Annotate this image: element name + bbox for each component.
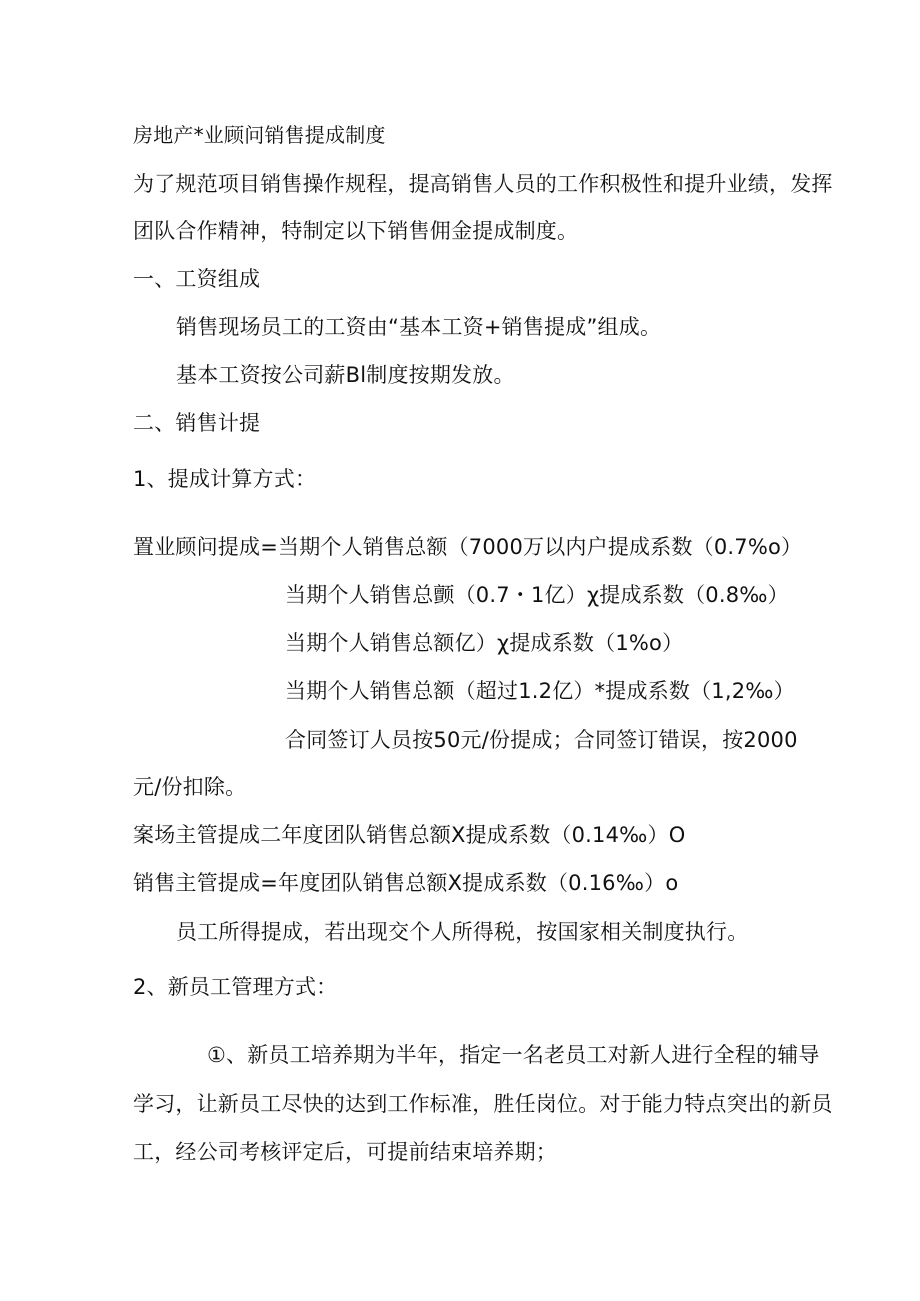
subsection-2-heading: 2、新员工管理方式： xyxy=(133,975,338,999)
commission-formula-tier-2: 当期个人销售总颤（0.7・1亿）χ提成系数（0.8‰） xyxy=(285,583,789,607)
tax-note: 员工所得提成，若出现交个人所得税，按国家相关制度执行。 xyxy=(176,920,749,944)
section-2-heading: 二、销售计提 xyxy=(133,411,261,435)
sales-manager-commission: 销售主管提成=年度团队销售总额X提成系数（0.16‰）o xyxy=(133,871,679,895)
document-title: 房地产*业顾问销售提成制度 xyxy=(133,123,386,147)
new-staff-item-1-line-1: ①、新员工培养期为半年，指定一名老员工对新人进行全程的辅导 xyxy=(207,1043,820,1067)
commission-formula-tier-3: 当期个人销售总额亿）χ提成系数（1%o） xyxy=(285,631,684,655)
commission-formula-tier-4: 当期个人销售总额（超过1.2亿）*提成系数（1,2‰） xyxy=(285,679,795,703)
subsection-1-heading: 1、提成计算方式： xyxy=(133,467,317,491)
new-staff-item-1-line-2: 学习，让新员工尽快的达到工作标准，胜任岗位。对于能力特点突出的新员 xyxy=(133,1092,833,1116)
contract-commission-line-1: 合同签订人员按50元/份提成；合同签订错误，按2000 xyxy=(285,728,798,752)
base-salary-text: 基本工资按公司薪Bl制度按期发放。 xyxy=(176,363,515,387)
salary-composition-text: 销售现场员工的工资由“基本工资+销售提成”组成。 xyxy=(176,315,662,339)
intro-paragraph-line-2: 团队合作精神，特制定以下销售佣金提成制度。 xyxy=(133,219,579,243)
new-staff-item-1-line-3: 工，经公司考核评定后，可提前结束培养期； xyxy=(133,1140,557,1164)
intro-paragraph-line-1: 为了规范项目销售操作规程，提高销售人员的工作积极性和提升业绩，发挥 xyxy=(133,172,833,196)
section-1-heading: 一、工资组成 xyxy=(133,267,261,291)
contract-commission-line-2: 元/份扣除。 xyxy=(133,775,247,799)
case-manager-commission: 案场主管提成二年度团队销售总额X提成系数（0.14‰）O xyxy=(133,823,686,847)
consultant-commission-formula: 置业顾问提成=当期个人销售总额（7000万以内户提成系数（0.7%o） xyxy=(133,535,803,559)
